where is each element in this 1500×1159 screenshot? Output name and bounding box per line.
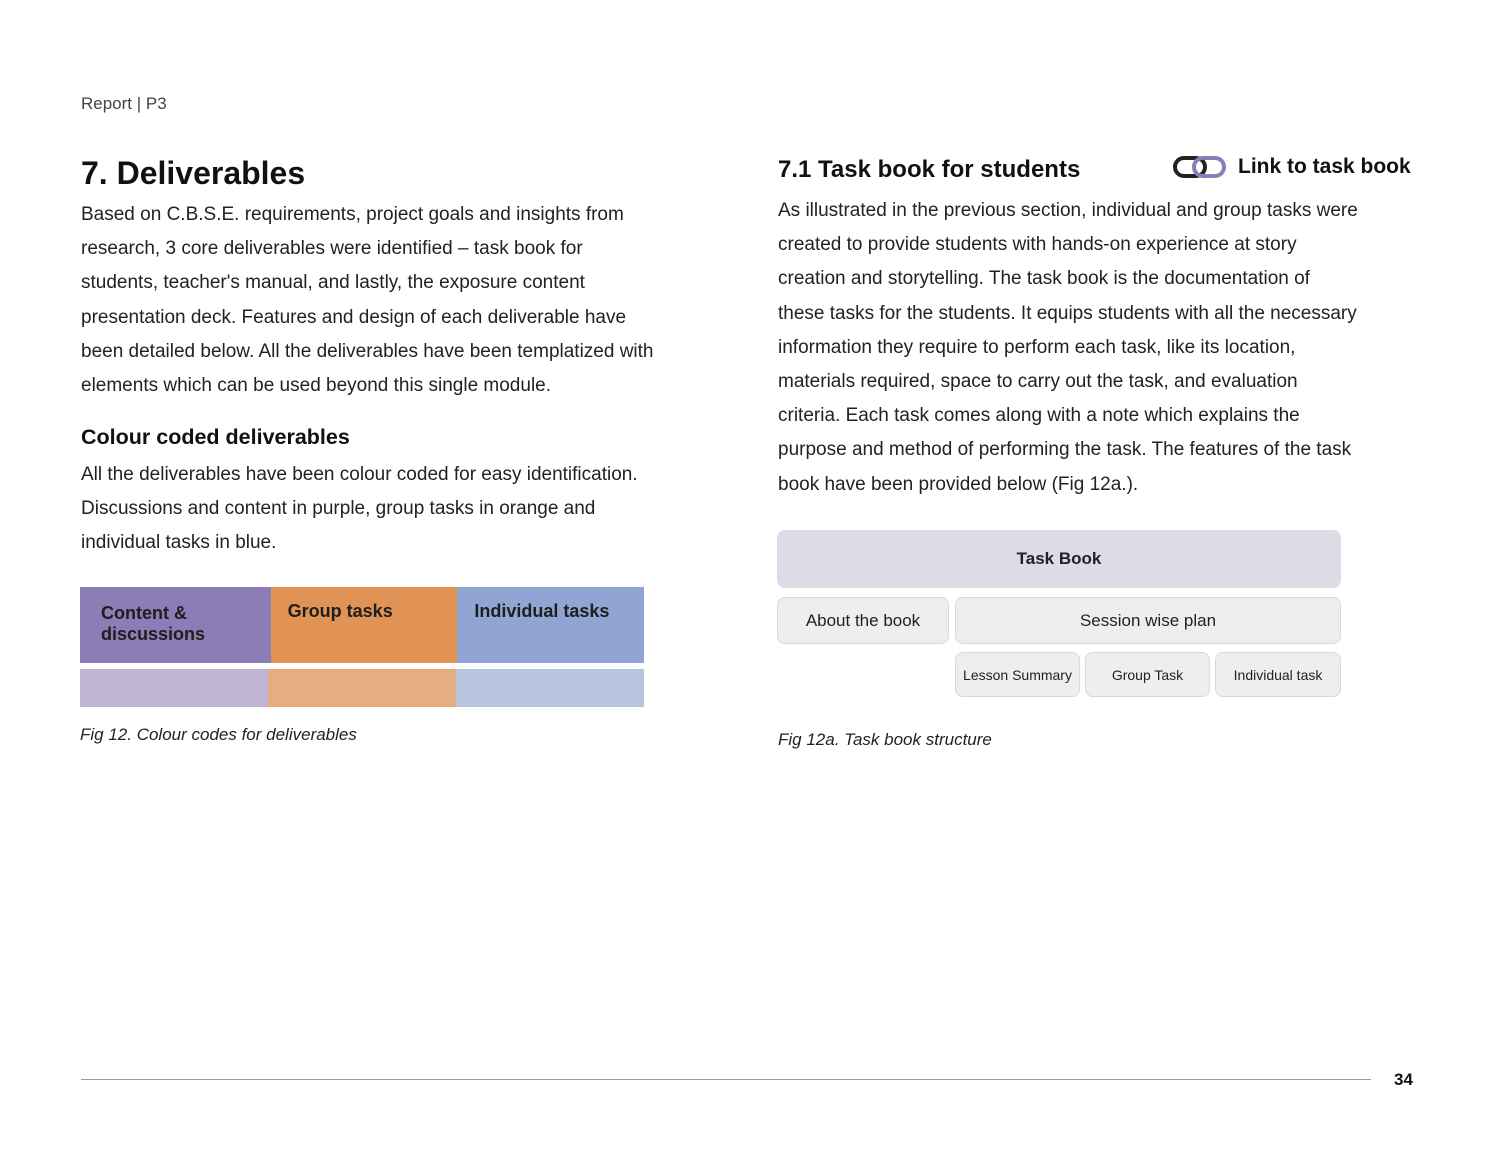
page-number: 34 xyxy=(1394,1070,1413,1089)
section-heading: 7. Deliverables xyxy=(81,155,306,191)
swatch-label: Content & xyxy=(101,603,187,623)
running-header: Report | P3 xyxy=(81,94,167,113)
colour-coded-subheading: Colour coded deliverables xyxy=(81,425,350,449)
colour-swatch-table xyxy=(80,587,644,707)
diagram-node-individual-task: Individual task xyxy=(1215,652,1341,697)
footer-divider xyxy=(81,1079,1371,1080)
swatch-group-tasks xyxy=(271,587,458,663)
swatch-label: discussions xyxy=(101,624,206,644)
diagram-node-task-book: Task Book xyxy=(777,530,1341,588)
task-book-structure-diagram xyxy=(777,530,1341,700)
task-book-link[interactable] xyxy=(1172,154,1411,180)
diagram-node-session-plan: Session wise plan xyxy=(955,597,1341,644)
swatch-group-light xyxy=(268,669,456,707)
figure-caption-12a: Fig 12a. Task book structure xyxy=(778,730,992,749)
diagram-node-group-task: Group Task xyxy=(1085,652,1210,697)
swatch-content-light xyxy=(80,669,268,707)
swatch-content-discussions xyxy=(80,587,271,663)
swatch-individual-light xyxy=(456,669,644,707)
task-book-paragraph: As illustrated in the previous section, individual and group tasks were created to provide students with hands-on experience at story creation and storytelling. The task book is the documentation of these tasks for the students. It equips students with all the necessary information they require to perform each task, like its location, materials required, space to carry out the task, and evaluation criteria. Each task comes along with a note which explains the purpose and method of performing the task. The features of the task book have been provided below (Fig 12a.). xyxy=(778,200,1358,495)
figure-caption-12: Fig 12. Colour codes for deliverables xyxy=(80,725,357,744)
colour-coded-paragraph: All the deliverables have been colour coded for easy identification. Discussions and content in purple, group tasks in orange and individual tasks in blue. xyxy=(81,464,638,554)
swatch-label: Group tasks xyxy=(287,601,393,621)
chain-link-icon xyxy=(1172,154,1228,180)
swatch-individual-tasks xyxy=(457,587,644,663)
intro-paragraph: Based on C.B.S.E. requirements, project goals and insights from research, 3 core deliverables were identified – task book for students, teacher's manual, and lastly, the exposure content presentation deck. Features and design of each deliverable have been detailed below. All the deliverables have been templatized with elements which can be used beyond this single module. xyxy=(81,204,654,397)
diagram-node-about: About the book xyxy=(777,597,949,644)
task-book-heading: 7.1 Task book for students xyxy=(778,156,1081,183)
link-label[interactable]: Link to task book xyxy=(1238,155,1411,178)
diagram-node-lesson-summary: Lesson Summary xyxy=(955,652,1080,697)
swatch-label: Individual tasks xyxy=(474,601,610,621)
